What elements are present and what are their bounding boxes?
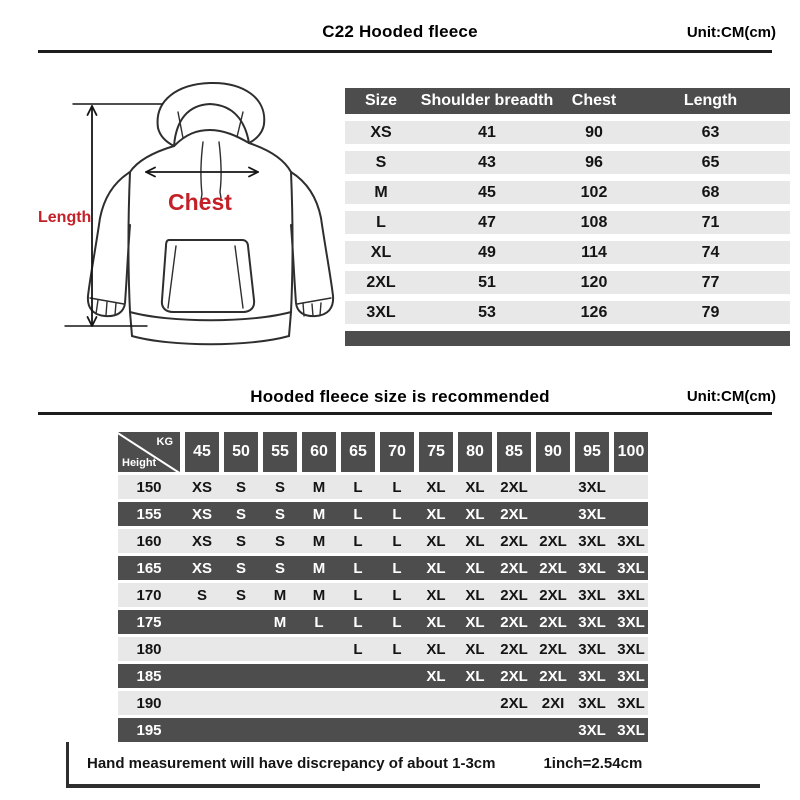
- matrix-cell: 2XL: [500, 667, 528, 685]
- matrix-cell: XL: [465, 586, 485, 604]
- height-row-label: 150: [136, 478, 162, 496]
- matrix-cell: XL: [465, 640, 485, 658]
- size-table-row: [345, 271, 790, 294]
- matrix-cell: 2XL: [539, 613, 567, 631]
- matrix-cell: XL: [426, 478, 446, 496]
- matrix-row: [118, 691, 648, 715]
- size-table: [345, 88, 790, 346]
- matrix-cell: L: [392, 532, 402, 550]
- matrix-cell: M: [312, 559, 326, 577]
- matrix-cell: 2XL: [539, 640, 567, 658]
- matrix-cell: S: [235, 559, 246, 577]
- matrix-cell: L: [353, 532, 363, 550]
- length-label: Length: [38, 209, 92, 226]
- weight-col-header: 75: [419, 432, 453, 472]
- size-cell: 41: [478, 123, 496, 141]
- weight-col-header: 95: [575, 432, 609, 472]
- matrix-cell: L: [353, 640, 363, 658]
- matrix-header-row: [118, 432, 648, 472]
- matrix-cell: XS: [191, 559, 212, 577]
- size-col-header: Shoulder breadth: [420, 92, 554, 109]
- inch-conversion: 1inch=2.54cm: [543, 754, 643, 772]
- matrix-cell: 3XL: [578, 613, 606, 631]
- matrix-row: [118, 610, 648, 634]
- size-table-row: [345, 301, 790, 324]
- size-cell: 51: [478, 273, 496, 291]
- matrix-cell: M: [273, 586, 287, 604]
- matrix-cell: XL: [465, 478, 485, 496]
- matrix-cell: S: [196, 586, 207, 604]
- matrix-cell: S: [274, 478, 285, 496]
- matrix-cell: L: [353, 613, 363, 631]
- matrix-cell: 3XL: [578, 721, 606, 739]
- kg-label: KG: [156, 436, 173, 448]
- matrix-cell: S: [274, 559, 285, 577]
- matrix-cell: M: [312, 532, 326, 550]
- divider-top: [38, 50, 772, 53]
- weight-col-header: 45: [185, 432, 219, 472]
- matrix-cell: 3XL: [578, 667, 606, 685]
- height-row-label: 190: [136, 694, 162, 712]
- matrix-row: [118, 718, 648, 742]
- matrix-cell: L: [392, 559, 402, 577]
- page-title: C22 Hooded fleece: [322, 22, 478, 41]
- matrix-cell: 2XL: [500, 694, 528, 712]
- matrix-cell: 3XL: [578, 532, 606, 550]
- size-cell: 90: [585, 123, 603, 141]
- matrix-cell: XL: [426, 559, 446, 577]
- matrix-cell: 3XL: [617, 559, 645, 577]
- matrix-cell: XL: [465, 559, 485, 577]
- matrix-cell: 3XL: [578, 640, 606, 658]
- matrix-cell: 2XL: [539, 532, 567, 550]
- height-row-label: 155: [136, 505, 162, 523]
- matrix-cell: 2XL: [500, 586, 528, 604]
- matrix-row: [118, 637, 648, 661]
- matrix-cell: 2XL: [500, 505, 528, 523]
- size-cell: 120: [580, 273, 608, 291]
- matrix-cell: XL: [426, 613, 446, 631]
- size-table-row: [345, 211, 790, 234]
- size-cell: XL: [370, 243, 392, 261]
- height-label: Height: [122, 457, 157, 469]
- matrix-cell: L: [392, 613, 402, 631]
- matrix-row: [118, 502, 648, 526]
- height-row-label: 165: [136, 559, 162, 577]
- weight-col-header: 80: [458, 432, 492, 472]
- size-table-row: [345, 151, 790, 174]
- matrix-cell: 3XL: [617, 613, 645, 631]
- matrix-cell: 2XL: [539, 586, 567, 604]
- size-col-header: Size: [364, 92, 397, 109]
- matrix-cell: L: [353, 505, 363, 523]
- size-col-header: Chest: [571, 92, 617, 109]
- size-cell: 71: [701, 213, 720, 231]
- size-table-row: [345, 121, 790, 144]
- matrix-cell: XS: [191, 478, 212, 496]
- matrix-cell: XS: [191, 505, 212, 523]
- matrix-cell: M: [312, 505, 326, 523]
- matrix-cell: L: [392, 586, 402, 604]
- size-cell: 68: [701, 183, 720, 201]
- height-row-label: 160: [136, 532, 162, 550]
- matrix-row: [118, 664, 648, 688]
- size-table-row: [345, 181, 790, 204]
- measurement-note: Hand measurement will have discrepancy of about 1-3cm: [87, 754, 496, 772]
- matrix-cell: 3XL: [617, 667, 645, 685]
- matrix-cell: S: [235, 505, 246, 523]
- height-row-label: 195: [136, 721, 162, 739]
- matrix-cell: L: [392, 505, 402, 523]
- weight-col-header: 85: [497, 432, 531, 472]
- size-cell: 74: [701, 243, 720, 261]
- size-cell: 49: [478, 243, 496, 261]
- matrix-cell: XL: [465, 505, 485, 523]
- matrix-cell: L: [392, 478, 402, 496]
- size-cell: L: [376, 213, 386, 231]
- matrix-cell: L: [353, 559, 363, 577]
- matrix-cell: XL: [426, 640, 446, 658]
- size-cell: 2XL: [366, 273, 396, 291]
- chest-arrow: [146, 168, 258, 177]
- matrix-cell: 2XL: [539, 559, 567, 577]
- size-cell: 63: [701, 123, 720, 141]
- matrix-cell: 3XL: [578, 694, 606, 712]
- weight-col-header: 65: [341, 432, 375, 472]
- weight-col-header: 70: [380, 432, 414, 472]
- matrix-cell: XL: [465, 613, 485, 631]
- size-cell: 45: [478, 183, 496, 201]
- matrix-cell: 2XL: [539, 667, 567, 685]
- matrix-cell: 3XL: [617, 694, 645, 712]
- height-row-label: 180: [136, 640, 162, 658]
- matrix-cell: XS: [191, 532, 212, 550]
- matrix-cell: 2XL: [500, 478, 528, 496]
- footnote-box: [66, 742, 760, 788]
- size-cell: 65: [701, 153, 720, 171]
- matrix-cell: 3XL: [578, 478, 606, 496]
- matrix-cell: M: [273, 613, 287, 631]
- weight-col-header: 90: [536, 432, 570, 472]
- chest-label: Chest: [168, 189, 232, 215]
- matrix-cell: 3XL: [617, 586, 645, 604]
- matrix-cell: XL: [465, 532, 485, 550]
- size-cell: XS: [370, 123, 392, 141]
- matrix-cell: M: [312, 586, 326, 604]
- matrix-cell: 3XL: [578, 559, 606, 577]
- weight-col-header: 55: [263, 432, 297, 472]
- matrix-cell: S: [274, 532, 285, 550]
- size-table-row: [345, 241, 790, 264]
- matrix-cell: 3XL: [617, 640, 645, 658]
- unit-label-bottom: Unit:CM(cm): [686, 388, 776, 405]
- matrix-cell: L: [353, 586, 363, 604]
- weight-col-header: 100: [614, 432, 648, 472]
- size-table-header-row: [345, 88, 790, 114]
- unit-label-top: Unit:CM(cm): [686, 24, 776, 41]
- matrix-cell: XL: [426, 667, 446, 685]
- matrix-corner-cell: [118, 432, 180, 472]
- matrix-cell: 2XL: [500, 559, 528, 577]
- size-cell: 77: [701, 273, 720, 291]
- matrix-row: [118, 583, 648, 607]
- recommend-title: Hooded fleece size is recommended: [250, 387, 550, 406]
- size-cell: 96: [585, 153, 603, 171]
- matrix-cell: S: [235, 532, 246, 550]
- size-cell: 43: [478, 153, 496, 171]
- matrix-cell: 2XL: [500, 532, 528, 550]
- matrix-cell: 2XI: [541, 694, 565, 712]
- size-table-footer-bar: [345, 331, 790, 346]
- matrix-cell: 2XL: [500, 640, 528, 658]
- size-cell: 126: [580, 303, 608, 321]
- matrix-cell: L: [353, 478, 363, 496]
- weight-col-header: 50: [224, 432, 258, 472]
- size-cell: 3XL: [366, 303, 396, 321]
- matrix-cell: S: [235, 586, 246, 604]
- matrix-cell: XL: [426, 505, 446, 523]
- matrix-cell: S: [274, 505, 285, 523]
- divider-bottom: [38, 412, 772, 415]
- matrix-cell: XL: [465, 667, 485, 685]
- matrix-row: [118, 556, 648, 580]
- matrix-cell: XL: [426, 586, 446, 604]
- matrix-cell: M: [312, 478, 326, 496]
- matrix-cell: L: [314, 613, 324, 631]
- matrix-cell: L: [392, 640, 402, 658]
- size-cell: 102: [580, 183, 608, 201]
- matrix-row: [118, 475, 648, 499]
- size-cell: S: [375, 153, 387, 171]
- height-row-label: 185: [136, 667, 162, 685]
- matrix-cell: 3XL: [578, 505, 606, 523]
- hoodie-figure: [30, 60, 340, 360]
- size-cell: M: [374, 183, 388, 201]
- matrix-table: [118, 432, 648, 742]
- size-cell: 114: [581, 243, 607, 261]
- matrix-cell: 3XL: [617, 532, 645, 550]
- height-row-label: 175: [136, 613, 162, 631]
- size-cell: 47: [478, 213, 496, 231]
- size-cell: 79: [701, 303, 720, 321]
- hoodie-drawing: [30, 60, 340, 360]
- matrix-row: [118, 529, 648, 553]
- weight-col-header: 60: [302, 432, 336, 472]
- matrix-cell: S: [235, 478, 246, 496]
- matrix-cell: 3XL: [578, 586, 606, 604]
- height-row-label: 170: [136, 586, 162, 604]
- matrix-cell: 2XL: [500, 613, 528, 631]
- size-cell: 53: [478, 303, 496, 321]
- size-col-header: Length: [683, 92, 738, 109]
- matrix-cell: XL: [426, 532, 446, 550]
- matrix-cell: 3XL: [617, 721, 645, 739]
- size-cell: 108: [580, 213, 608, 231]
